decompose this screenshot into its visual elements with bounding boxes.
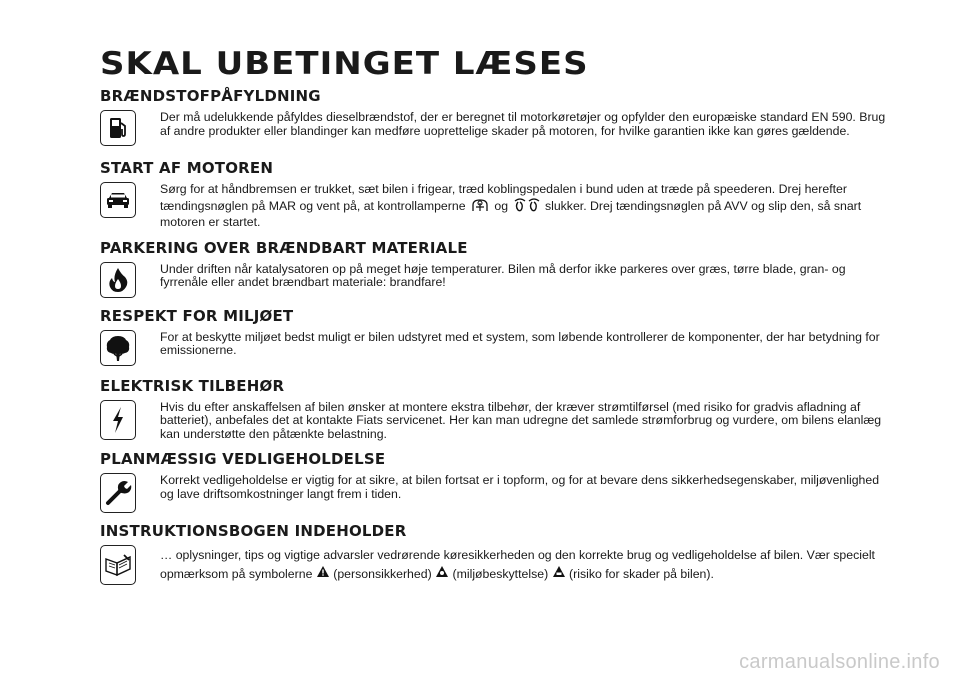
car-icon <box>100 182 136 218</box>
text-segment: og <box>494 198 509 213</box>
text-segment: … oplysninger, tips og vigtige advarsler vedrørende køresikkerheden og den korrekte brug og vedligeholdelse af bilen. Vær specielt opmærksom på symbolerne <box>160 548 875 581</box>
section-title: BRÆNDSTOFPÅFYLDNING <box>100 87 321 105</box>
section-title: PARKERING OVER BRÆNDBART MATERIALE <box>100 238 468 257</box>
book-icon <box>100 545 136 585</box>
page <box>100 45 890 585</box>
text-segment: (miljøbeskyttelse) <box>452 567 549 581</box>
section-engine-start <box>100 160 890 230</box>
glow-plug-warning-icon <box>469 197 491 217</box>
section-text <box>160 546 886 584</box>
damage-triangle-icon <box>552 565 566 584</box>
lightning-icon <box>100 400 136 440</box>
section-title: START AF MOTOREN <box>100 159 274 177</box>
text-segment: (risiko for skader på bilen). <box>569 567 714 581</box>
section-text: For at beskytte miljøet bedst muligt er bilen udstyret med et system, som løbende kontrollerer de komponenter, der har betydning for emissionerne. <box>160 329 880 357</box>
section-fuel <box>100 88 890 146</box>
tree-icon <box>100 330 136 366</box>
section-title: RESPEKT FOR MILJØET <box>100 306 294 325</box>
section-title: INSTRUKTIONSBOGEN INDEHOLDER <box>100 522 407 540</box>
section-text: Under driften når katalysatoren op på meget høje temperaturer. Bilen må derfor ikke parkeres over græs, tørre blade, gran- og fyrrenåle eller andet brændbart materiale: brandfare! <box>160 261 846 289</box>
section-environment <box>100 308 890 366</box>
fire-icon <box>100 262 136 298</box>
section-text <box>160 183 886 230</box>
fuel-pump-icon <box>100 110 136 146</box>
section-manual-contents <box>100 523 890 585</box>
watermark: carmanualsonline.info <box>739 651 940 673</box>
section-title: PLANMÆSSIG VEDLIGEHOLDELSE <box>100 450 386 468</box>
wrench-icon <box>100 473 136 513</box>
section-parking <box>100 240 890 298</box>
environment-triangle-icon <box>435 565 449 584</box>
text-segment: slukker. Drej tændingsnøglen på AVV og slip den, så snart motoren er startet. <box>160 198 862 229</box>
section-text: Der må udelukkende påfyldes dieselbrændstof, der er beregnet til motorkøretøjer og opfylder den europæiske standard EN 590. Brug af andre produkter eller blandinger kan medføre uoprettelige skader på motoren, for hvilke garantien ikke kan gøres gældende. <box>160 110 886 138</box>
section-title: ELEKTRISK TILBEHØR <box>100 376 285 395</box>
page-title: SKAL UBETINGET LÆSES <box>100 45 589 83</box>
text-segment: (personsikkerhed) <box>333 567 432 581</box>
section-electrical <box>100 378 890 442</box>
warning-triangle-icon <box>316 565 330 584</box>
text-segment: Sørg for at håndbremsen er trukket, sæt bilen i frigear, træd koblingspedalen i bund uden at træde på speederen. Drej herefter tændingsnøglen på MAR og vent på, at kontrollamperne <box>160 182 847 213</box>
section-text: Korrekt vedligeholdelse er vigtig for at sikre, at bilen fortsat er i topform, og for at bevare dens sikkerhedsegenskaber, miljøvenlighed og lave driftsomkostninger langt frem i tiden. <box>160 473 880 501</box>
preheating-icon <box>512 197 542 217</box>
section-text: Hvis du efter anskaffelsen af bilen ønsker at montere ekstra tilbehør, der kræver strømtilførsel (med risiko for gradvis afladning af batteriet), anbefales det at kontakte Fiats servicenet. Her kan man udregne det samlede strømforbrug og vurdere, om bilens elanlæg kan understøtte den påtænkte belastning. <box>160 399 882 441</box>
section-maintenance <box>100 451 890 513</box>
